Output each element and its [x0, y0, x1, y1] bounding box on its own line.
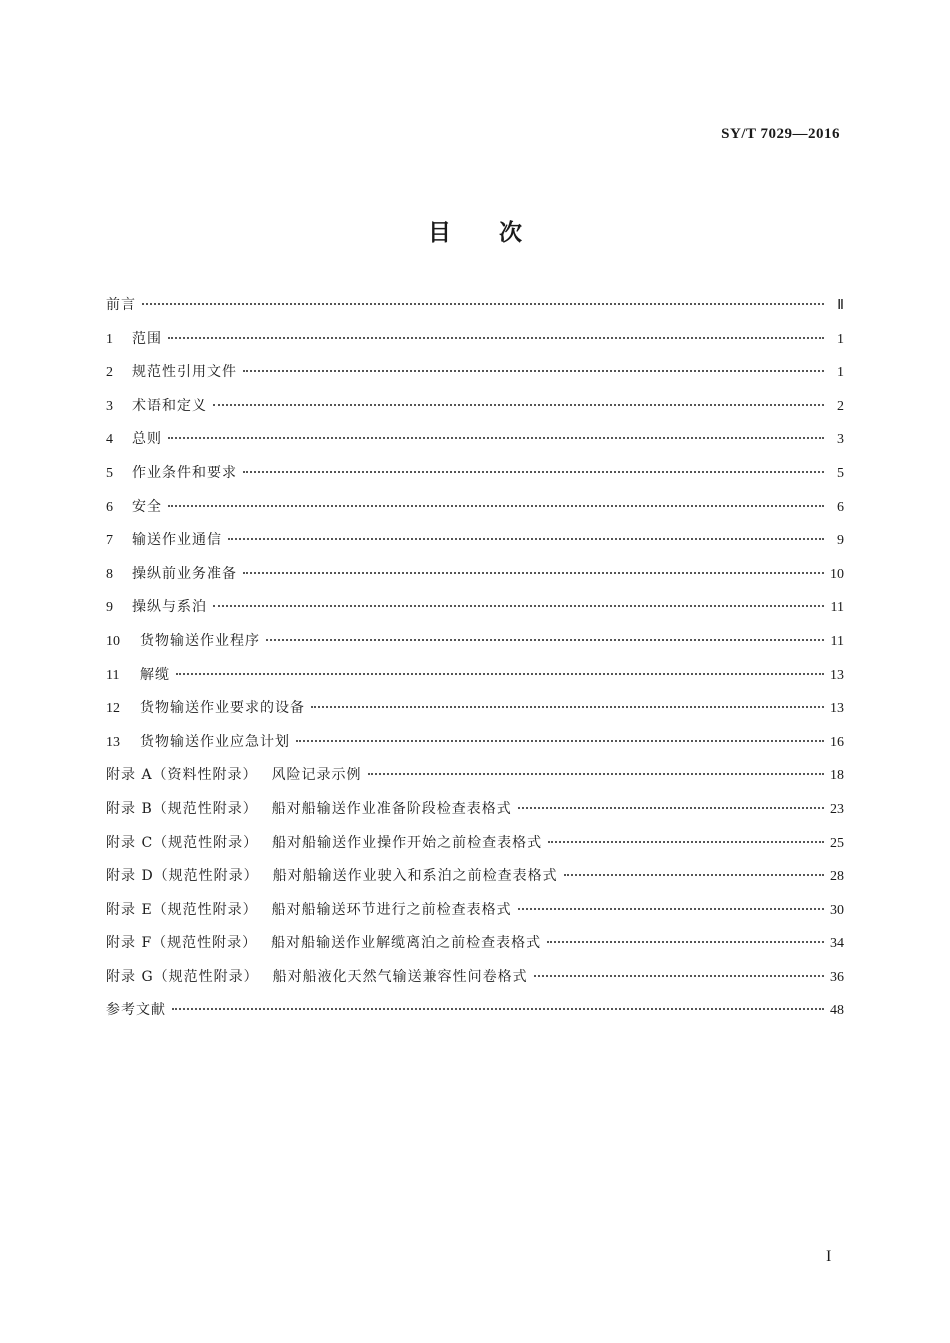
dot-leader — [518, 908, 824, 910]
toc-entry-1[interactable] — [106, 328, 844, 362]
toc-entry-appendix-d[interactable] — [106, 865, 844, 899]
page-title — [0, 214, 950, 247]
toc-page: 25 — [830, 835, 844, 851]
toc-page: 13 — [830, 667, 844, 683]
toc-page: 13 — [830, 701, 844, 717]
dot-leader — [213, 605, 824, 607]
toc-entry-8[interactable] — [106, 563, 844, 597]
toc-number: 10 — [106, 633, 120, 649]
toc-number: 11 — [106, 667, 120, 683]
toc-entry-4[interactable] — [106, 428, 844, 462]
toc-label: 作业条件和要求 — [132, 464, 237, 481]
dot-leader — [243, 370, 824, 372]
toc-entry-3[interactable] — [106, 395, 844, 429]
toc-page: 2 — [837, 398, 844, 414]
dot-leader — [228, 538, 824, 540]
toc-page: 16 — [830, 734, 844, 750]
toc-label: 安全 — [132, 498, 162, 515]
toc-page: 23 — [830, 801, 844, 817]
dot-leader — [534, 975, 824, 977]
dot-leader — [296, 740, 824, 742]
page-number: I — [826, 1248, 832, 1265]
toc-page: 1 — [837, 365, 844, 381]
dot-leader — [564, 874, 824, 876]
toc-appendix-prefix: 附录 C（规范性附录） — [106, 834, 259, 851]
toc-page: 28 — [830, 869, 844, 885]
toc-page: 34 — [830, 936, 844, 952]
toc-entry-11[interactable] — [106, 664, 844, 698]
toc-appendix-prefix: 附录 B（规范性附录） — [106, 800, 258, 817]
toc-appendix-prefix: 附录 F（规范性附录） — [106, 935, 258, 952]
toc-label: 输送作业通信 — [132, 532, 222, 549]
toc-label: 操纵前业务准备 — [132, 565, 237, 582]
toc-entry-5[interactable] — [106, 462, 844, 496]
toc-page: Ⅱ — [837, 298, 844, 313]
toc-label: 风险记录示例 — [271, 767, 362, 784]
toc-entry-6[interactable] — [106, 496, 844, 530]
dot-leader — [548, 841, 824, 843]
toc-page: 5 — [837, 465, 844, 481]
toc-number: 8 — [106, 566, 113, 582]
toc-number: 9 — [106, 600, 113, 616]
toc-entry-appendix-a[interactable] — [106, 764, 844, 798]
toc-label: 范围 — [132, 330, 162, 347]
toc-appendix-prefix: 附录 D（规范性附录） — [106, 868, 259, 885]
toc-entry-9[interactable] — [106, 596, 844, 630]
toc-page: 11 — [830, 633, 844, 649]
toc-label: 货物输送作业应急计划 — [140, 733, 290, 750]
toc-page: 11 — [830, 600, 844, 616]
toc-label: 船对船液化天然气输送兼容性问卷格式 — [272, 968, 528, 985]
toc-entry-appendix-g[interactable] — [106, 966, 844, 1000]
dot-leader — [311, 706, 824, 708]
toc-page: 30 — [830, 902, 844, 918]
toc-number: 3 — [106, 398, 113, 414]
toc-label: 操纵与系泊 — [132, 599, 207, 616]
dot-leader — [142, 303, 824, 305]
title-char-2: 次 — [499, 220, 522, 246]
toc-entry-12[interactable] — [106, 697, 844, 731]
toc-number: 1 — [106, 331, 113, 347]
toc-entry-appendix-e[interactable] — [106, 899, 844, 933]
toc-entry-10[interactable] — [106, 630, 844, 664]
toc-label: 前言 — [106, 297, 136, 313]
toc-label: 规范性引用文件 — [132, 364, 237, 381]
toc-label: 总则 — [132, 431, 162, 448]
toc-number: 13 — [106, 734, 120, 750]
dot-leader — [266, 639, 824, 641]
toc-number: 7 — [106, 533, 113, 549]
toc-entry-foreword[interactable] — [106, 294, 844, 328]
dot-leader — [168, 337, 824, 339]
table-of-contents — [106, 294, 844, 1033]
toc-label: 船对船输送作业驶入和系泊之前检查表格式 — [272, 868, 558, 885]
toc-label: 船对船输送作业操作开始之前检查表格式 — [272, 834, 543, 851]
dot-leader — [168, 505, 824, 507]
toc-label: 货物输送作业要求的设备 — [140, 700, 305, 717]
toc-label: 货物输送作业程序 — [140, 632, 260, 649]
toc-number: 12 — [106, 701, 120, 717]
dot-leader — [176, 673, 824, 675]
toc-appendix-prefix: 附录 G（规范性附录） — [106, 968, 259, 985]
toc-page: 48 — [830, 1003, 844, 1019]
toc-entry-bibliography[interactable] — [106, 999, 844, 1033]
dot-leader — [168, 437, 824, 439]
toc-number: 2 — [106, 365, 113, 381]
dot-leader — [547, 941, 824, 943]
dot-leader — [243, 471, 824, 473]
toc-number: 6 — [106, 499, 113, 515]
dot-leader — [518, 807, 824, 809]
toc-entry-7[interactable] — [106, 529, 844, 563]
toc-page: 36 — [830, 969, 844, 985]
dot-leader — [243, 572, 824, 574]
toc-entry-13[interactable] — [106, 731, 844, 765]
dot-leader — [213, 404, 824, 406]
dot-leader — [368, 773, 824, 775]
toc-number: 5 — [106, 465, 113, 481]
standard-code: SY/T 7029—2016 — [721, 126, 840, 142]
toc-entry-appendix-f[interactable] — [106, 932, 844, 966]
toc-label: 船对船输送作业解缆离泊之前检查表格式 — [271, 935, 542, 952]
toc-label: 解缆 — [140, 666, 170, 683]
toc-page: 9 — [837, 533, 844, 549]
toc-page: 3 — [837, 432, 844, 448]
toc-appendix-prefix: 附录 E（规范性附录） — [106, 901, 258, 918]
toc-entry-appendix-b[interactable] — [106, 798, 844, 832]
toc-label: 参考文献 — [106, 1002, 166, 1019]
toc-page: 10 — [830, 566, 844, 582]
toc-label: 术语和定义 — [132, 397, 207, 414]
toc-entry-appendix-c[interactable] — [106, 832, 844, 866]
toc-label: 船对船输送环节进行之前检查表格式 — [271, 901, 512, 918]
toc-page: 6 — [837, 499, 844, 515]
dot-leader — [172, 1008, 824, 1010]
toc-page: 1 — [837, 331, 844, 347]
toc-label: 船对船输送作业准备阶段检查表格式 — [271, 800, 512, 817]
toc-page: 18 — [830, 768, 844, 784]
toc-appendix-prefix: 附录 A（资料性附录） — [106, 767, 258, 784]
title-char-1: 目 — [428, 220, 451, 246]
toc-number: 4 — [106, 432, 113, 448]
toc-entry-2[interactable] — [106, 361, 844, 395]
